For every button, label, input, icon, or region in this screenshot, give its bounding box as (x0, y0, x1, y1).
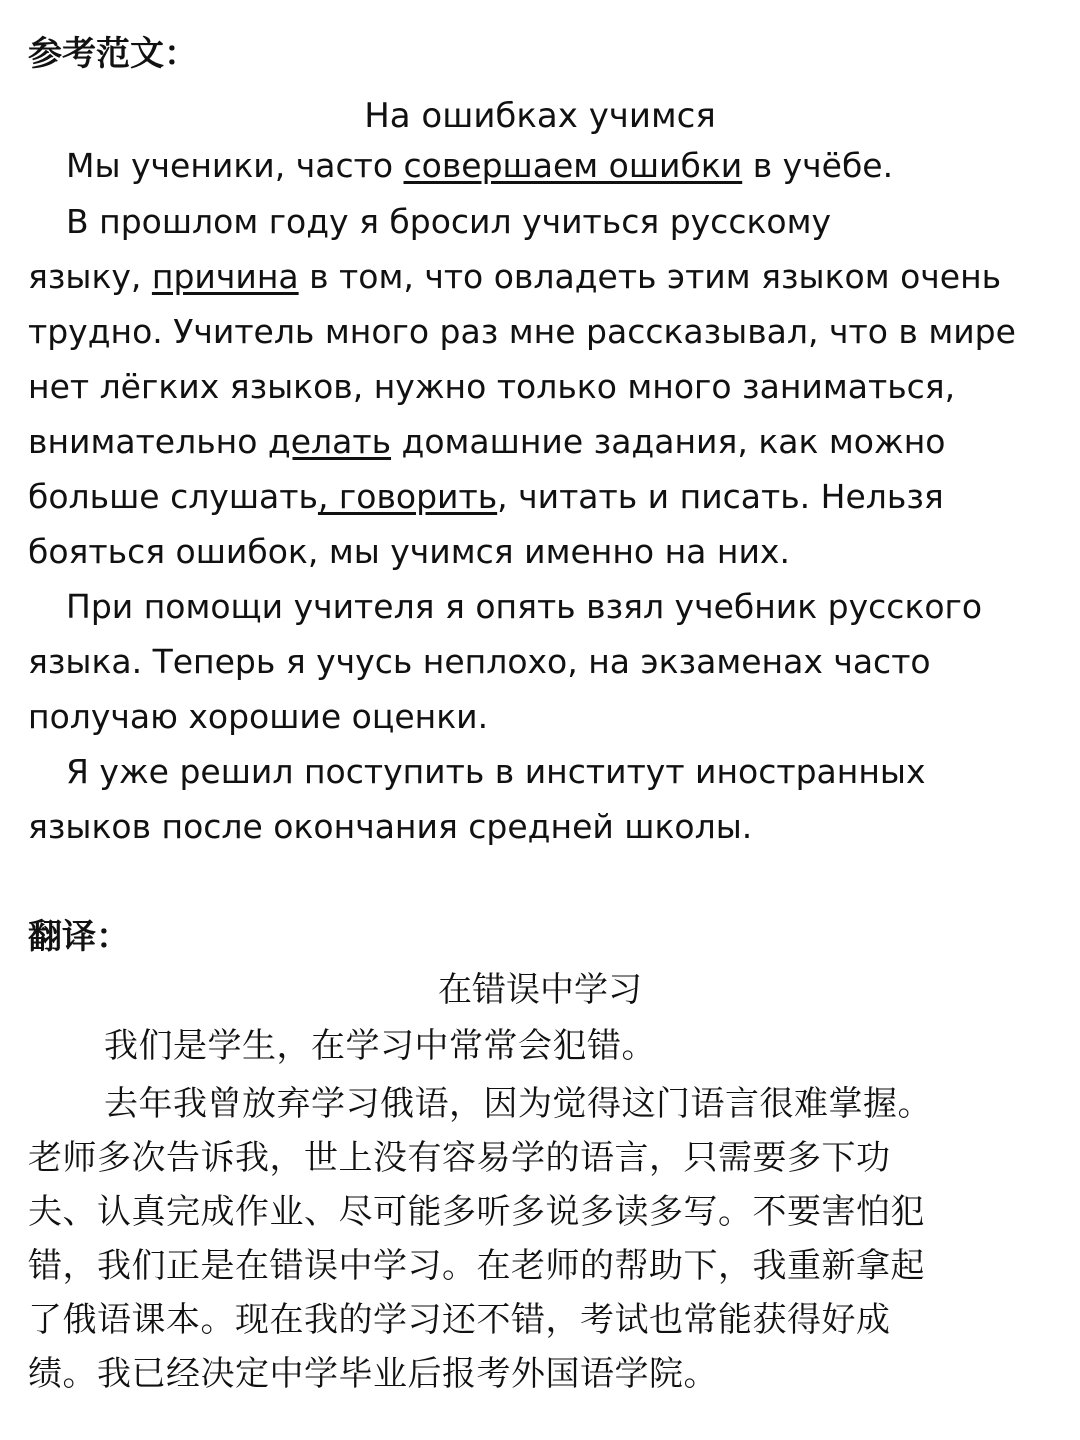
text-segment: внимательно (28, 422, 268, 461)
essay-p2-line2 (28, 257, 1001, 297)
translation-line: 了俄语课本。现在我的学习还不错，考试也常能获得好成 (28, 1300, 891, 1340)
sample-essay-heading: 参考范文： (28, 34, 198, 74)
essay-p4-line1: Я уже решил поступить в институт иностранных (66, 752, 926, 791)
essay-title: На ошибках учимся (364, 96, 716, 136)
text-segment: больше слушать (28, 477, 318, 516)
translation-line: 我们是学生，在学习中常常会犯错。 (104, 1026, 656, 1066)
translation-line: 夫、认真完成作业、尽可能多听多说多读多写。不要害怕犯 (28, 1192, 925, 1232)
text-segment: языку, (28, 257, 152, 296)
underlined-phrase: причина (151, 257, 299, 296)
translation-line: 老师多次告诉我，世上没有容易学的语言，只需要多下功 (28, 1138, 891, 1178)
essay-p2-line7: бояться ошибок, мы учимся именно на них. (28, 532, 790, 571)
text-segment: в учёбе. (742, 146, 894, 185)
essay-p3-line2: языка. Теперь я учусь неплохо, на экзаменах часто (28, 642, 931, 681)
translation-line: 绩。我已经决定中学毕业后报考外国语学院。 (28, 1354, 718, 1394)
essay-p2-line3: трудно. Учитель много раз мне рассказывал, что в мире (28, 312, 1016, 351)
essay-p2-line5 (28, 422, 945, 462)
text-segment: Мы ученики, часто (66, 146, 404, 185)
translation-line: 去年我曾放弃学习俄语，因为觉得这门语言很难掌握。 (104, 1084, 932, 1124)
essay-p1-line1 (66, 146, 893, 186)
underlined-phrase: , говорить (317, 477, 498, 516)
underlined-phrase: совершаем ошибки (403, 146, 743, 185)
essay-p4-line2: языков после окончания средней школы. (28, 807, 753, 846)
essay-p2-line4: нет лёгких языков, нужно только много заниматься, (28, 367, 956, 406)
translation-line: 错，我们正是在错误中学习。在老师的帮助下，我重新拿起 (28, 1246, 925, 1286)
essay-p3-line1: При помощи учителя я опять взял учебник русского (66, 587, 983, 626)
essay-p2-line1: В прошлом году я бросил учиться русскому (66, 202, 832, 241)
underlined-phrase: делать (267, 422, 392, 461)
essay-p3-line3: получаю хорошие оценки. (28, 697, 489, 736)
text-segment: , читать и писать. Нельзя (497, 477, 944, 516)
translation-heading: 翻译： (28, 917, 130, 957)
text-segment: домашние задания, как можно (391, 422, 946, 461)
essay-p2-line6 (28, 477, 944, 517)
translation-title: 在错误中学习 (438, 970, 642, 1010)
text-segment: в том, что овладеть этим языком очень (298, 257, 1002, 296)
